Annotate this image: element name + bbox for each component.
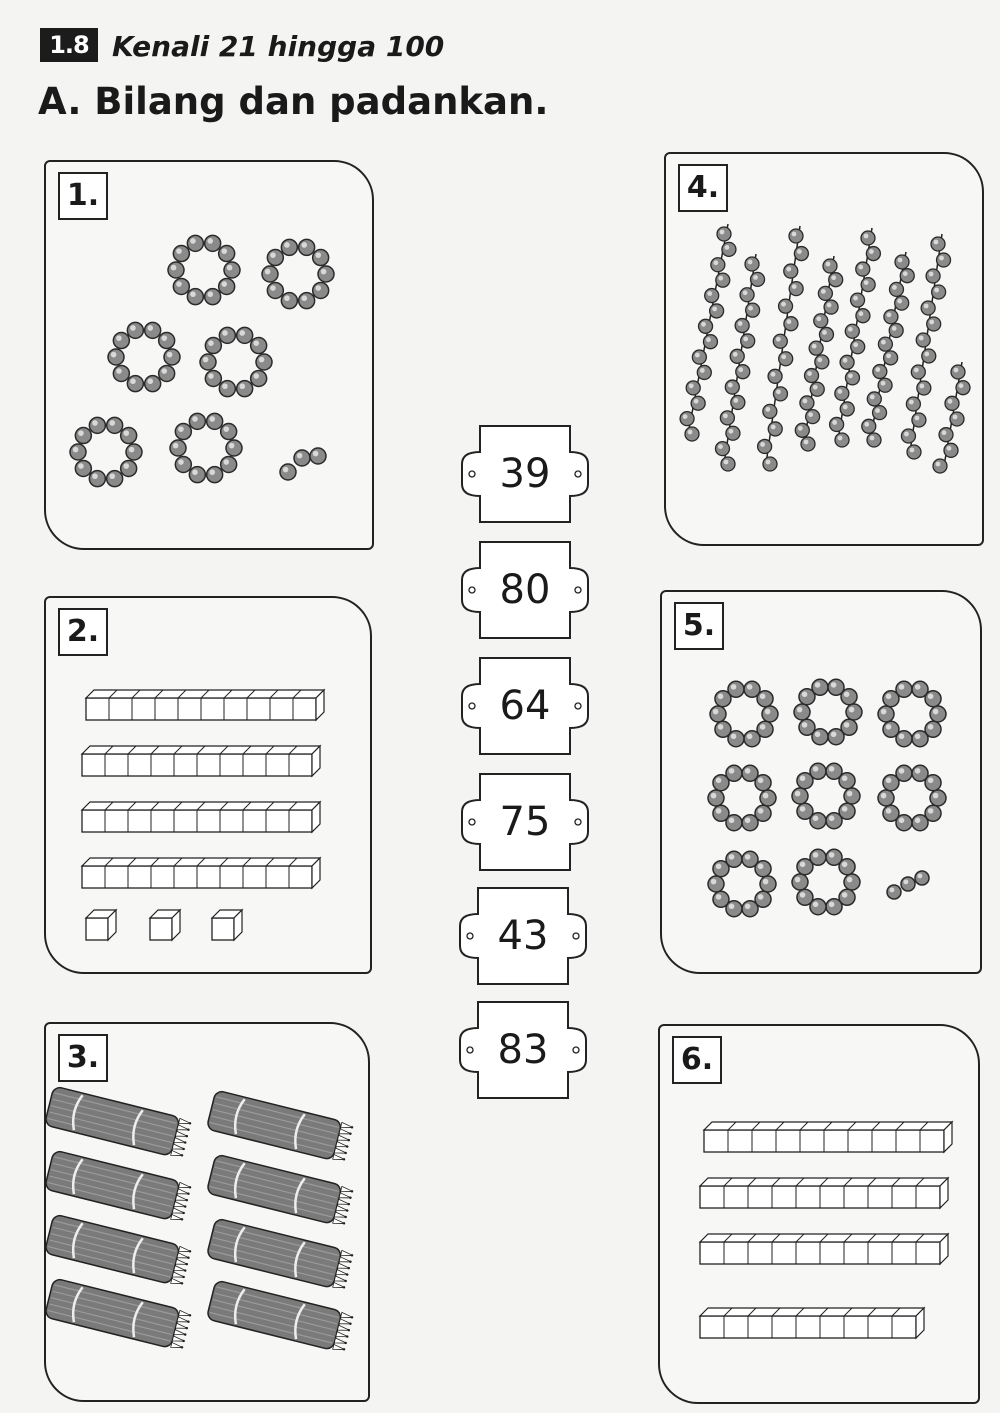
bead xyxy=(878,790,894,806)
bead xyxy=(760,876,776,892)
bead xyxy=(224,262,240,278)
bead xyxy=(930,790,946,806)
section-subtitle: Kenali 21 hingga 100 xyxy=(112,30,445,63)
stick-bundle xyxy=(206,1280,354,1353)
bead xyxy=(145,376,161,392)
bead xyxy=(189,413,205,429)
answer-tag[interactable] xyxy=(460,656,590,760)
ten-rod xyxy=(700,1308,924,1338)
bead xyxy=(844,788,860,804)
bead xyxy=(726,851,742,867)
bead xyxy=(262,266,278,282)
bead xyxy=(226,440,242,456)
bead xyxy=(189,467,205,483)
bead xyxy=(267,282,283,298)
bead xyxy=(912,815,928,831)
bead-strings-illustration xyxy=(666,154,982,544)
bead xyxy=(145,322,161,338)
bead xyxy=(930,706,946,722)
base-ten-blocks-illustration xyxy=(46,598,370,972)
bead xyxy=(887,885,901,899)
bead xyxy=(841,689,857,705)
bead xyxy=(755,775,771,791)
bead xyxy=(267,250,283,266)
question-number: 6. xyxy=(672,1036,722,1084)
bead xyxy=(313,250,329,266)
question-number: 4. xyxy=(678,164,728,212)
bead xyxy=(175,424,191,440)
bead xyxy=(237,381,253,397)
answer-tag[interactable] xyxy=(458,886,588,990)
page-title: A. Bilang dan padankan. xyxy=(38,80,549,123)
bead-string xyxy=(933,362,970,473)
bead xyxy=(925,691,941,707)
answer-number: 39 xyxy=(499,451,551,497)
bead xyxy=(713,805,729,821)
bead xyxy=(205,370,221,386)
bead xyxy=(219,327,235,343)
bead xyxy=(107,471,123,487)
ten-rod xyxy=(82,746,320,776)
question-number: 3. xyxy=(58,1034,108,1082)
bead xyxy=(221,456,237,472)
bead xyxy=(318,266,334,282)
ten-rod xyxy=(82,802,320,832)
bead xyxy=(75,460,91,476)
question-box-3[interactable] xyxy=(44,1022,370,1402)
stick-bundle xyxy=(206,1218,354,1291)
bead xyxy=(187,289,203,305)
bead xyxy=(168,262,184,278)
bead xyxy=(708,790,724,806)
bead xyxy=(901,877,915,891)
bead xyxy=(173,278,189,294)
base-ten-blocks-illustration xyxy=(660,1026,978,1402)
bead xyxy=(175,456,191,472)
bead xyxy=(127,322,143,338)
unit-cube xyxy=(86,910,116,940)
bead xyxy=(744,731,760,747)
bead-rings-illustration xyxy=(662,592,980,972)
bead xyxy=(812,679,828,695)
bead xyxy=(912,731,928,747)
bead xyxy=(726,765,742,781)
bead xyxy=(207,413,223,429)
bead xyxy=(173,246,189,262)
answer-tag[interactable] xyxy=(460,772,590,876)
bead xyxy=(728,681,744,697)
bead xyxy=(742,901,758,917)
bead xyxy=(844,874,860,890)
bead xyxy=(75,428,91,444)
bead xyxy=(159,365,175,381)
bead xyxy=(828,729,844,745)
ten-rod xyxy=(86,690,324,720)
ten-rod xyxy=(82,858,320,888)
bead xyxy=(294,450,310,466)
bead xyxy=(797,803,813,819)
bead xyxy=(207,467,223,483)
bead xyxy=(742,815,758,831)
bead xyxy=(281,293,297,309)
question-box-1[interactable] xyxy=(44,160,374,550)
bead xyxy=(251,370,267,386)
bead xyxy=(205,289,221,305)
question-box-5[interactable] xyxy=(660,590,982,974)
ten-rod xyxy=(700,1234,948,1264)
unit-cube xyxy=(212,910,242,940)
stick-bundle xyxy=(46,1214,192,1287)
question-box-6[interactable] xyxy=(658,1024,980,1404)
bead xyxy=(89,417,105,433)
answer-tag[interactable] xyxy=(460,424,590,528)
bead xyxy=(762,706,778,722)
bead xyxy=(810,763,826,779)
bead xyxy=(121,460,137,476)
bead xyxy=(205,235,221,251)
bead xyxy=(113,365,129,381)
answer-tag[interactable] xyxy=(460,540,590,644)
question-number: 2. xyxy=(58,608,108,656)
bead-string xyxy=(680,224,736,441)
bead xyxy=(221,424,237,440)
stick-bundle xyxy=(46,1278,192,1351)
answer-number: 83 xyxy=(497,1027,549,1073)
bead xyxy=(237,327,253,343)
stick-bundle xyxy=(46,1086,192,1159)
stick-bundle xyxy=(46,1150,192,1223)
bead xyxy=(281,239,297,255)
bead xyxy=(757,691,773,707)
bead xyxy=(799,719,815,735)
bead xyxy=(121,428,137,444)
bead xyxy=(251,338,267,354)
bead xyxy=(107,417,123,433)
question-number: 5. xyxy=(674,602,724,650)
ten-rod xyxy=(704,1122,952,1152)
answer-number: 64 xyxy=(499,683,551,729)
bead xyxy=(108,349,124,365)
bead xyxy=(187,235,203,251)
bead xyxy=(878,706,894,722)
bead xyxy=(170,440,186,456)
bead xyxy=(839,773,855,789)
stick-bundles-illustration xyxy=(46,1024,368,1400)
bead xyxy=(200,354,216,370)
question-number: 1. xyxy=(58,172,108,220)
bead xyxy=(313,282,329,298)
bead xyxy=(299,293,315,309)
question-box-4[interactable] xyxy=(664,152,984,546)
bead xyxy=(205,338,221,354)
bead xyxy=(794,704,810,720)
answer-number: 80 xyxy=(499,567,551,613)
bead xyxy=(883,805,899,821)
bead xyxy=(219,278,235,294)
bead xyxy=(760,790,776,806)
bead xyxy=(883,721,899,737)
section-badge: 1.8 xyxy=(40,28,98,62)
bead-rings-illustration xyxy=(46,162,372,548)
bead xyxy=(797,889,813,905)
bead xyxy=(839,859,855,875)
bead-string xyxy=(901,234,950,459)
bead xyxy=(896,681,912,697)
bead xyxy=(89,471,105,487)
bead xyxy=(792,874,808,890)
bead xyxy=(755,861,771,877)
bead xyxy=(896,765,912,781)
bead xyxy=(846,704,862,720)
bead xyxy=(280,464,296,480)
bead xyxy=(310,448,326,464)
bead xyxy=(219,246,235,262)
bead xyxy=(915,871,929,885)
bead xyxy=(299,239,315,255)
bead xyxy=(70,444,86,460)
bead xyxy=(113,333,129,349)
bead xyxy=(826,899,842,915)
bead xyxy=(713,891,729,907)
stick-bundle xyxy=(206,1090,354,1163)
bead xyxy=(219,381,235,397)
stick-bundle xyxy=(206,1154,354,1227)
bead xyxy=(708,876,724,892)
answer-tag[interactable] xyxy=(458,1000,588,1104)
ten-rod xyxy=(700,1178,948,1208)
bead xyxy=(159,333,175,349)
bead xyxy=(715,721,731,737)
bead xyxy=(126,444,142,460)
answer-number: 75 xyxy=(499,799,551,845)
bead xyxy=(256,354,272,370)
bead xyxy=(792,788,808,804)
unit-cube xyxy=(150,910,180,940)
question-box-2[interactable] xyxy=(44,596,372,974)
bead xyxy=(164,349,180,365)
bead xyxy=(127,376,143,392)
bead xyxy=(925,775,941,791)
bead xyxy=(826,813,842,829)
bead xyxy=(710,706,726,722)
answer-number: 43 xyxy=(497,913,549,959)
bead xyxy=(810,849,826,865)
